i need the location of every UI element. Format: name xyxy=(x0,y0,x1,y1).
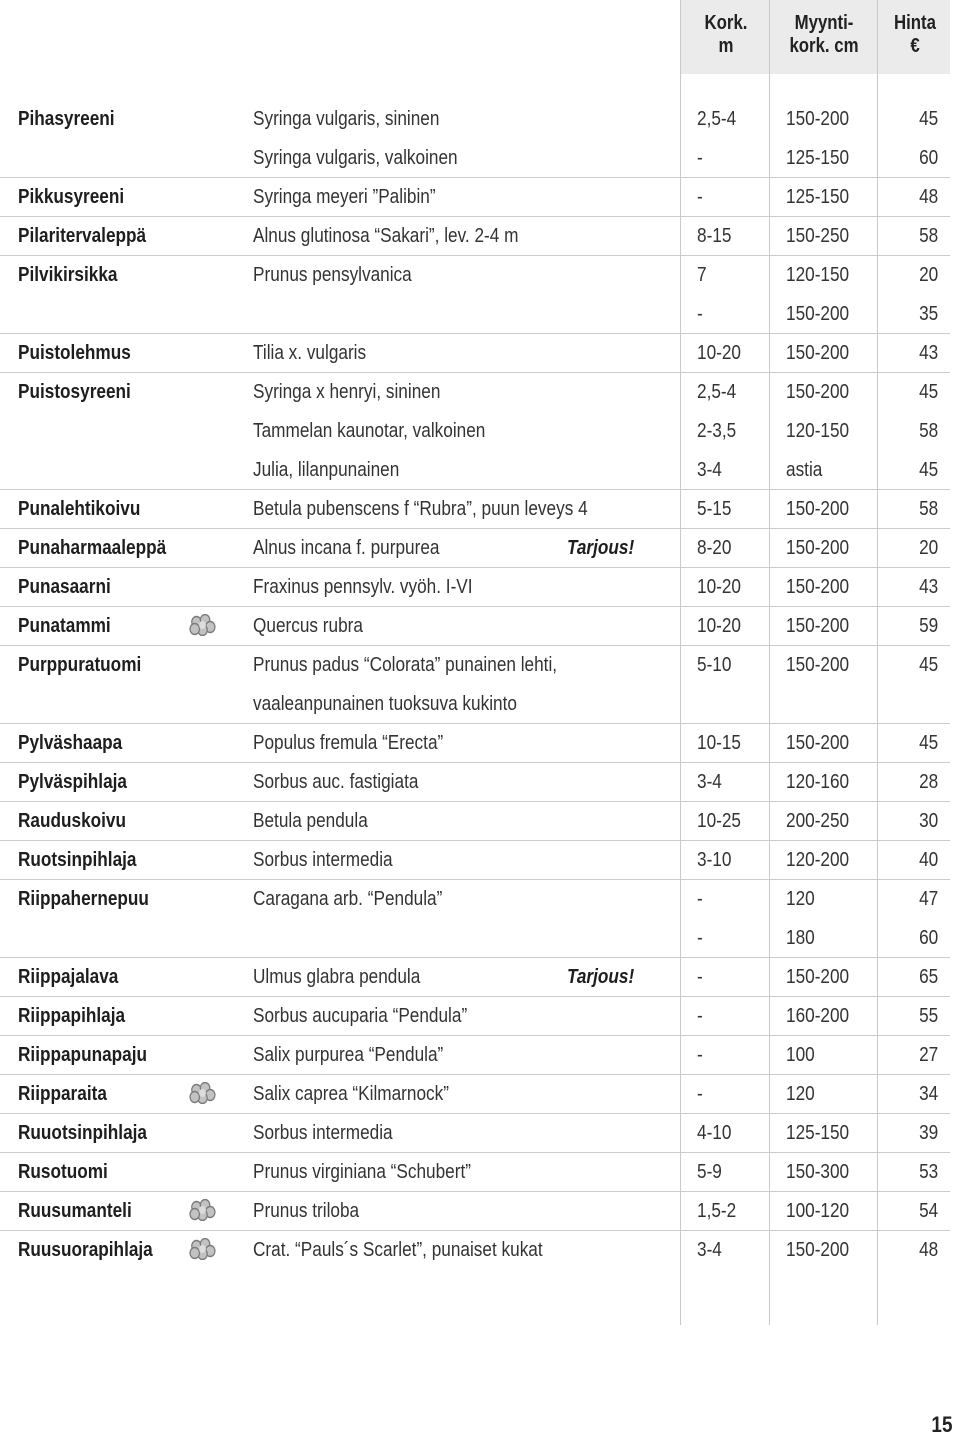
price-eur: 60 xyxy=(918,147,938,169)
sale-height-cm: 160-200 xyxy=(786,1005,850,1027)
price-eur: 45 xyxy=(918,654,938,676)
latin-name: Alnus incana f. purpurea xyxy=(253,537,440,559)
plant-name: Ruuotsinpihlaja xyxy=(18,1122,147,1144)
price-eur: 34 xyxy=(918,1083,938,1105)
plant-name: Riippapihlaja xyxy=(18,1005,126,1027)
latin-name: Prunus virginiana “Schubert” xyxy=(253,1161,471,1183)
height-m: 3-4 xyxy=(697,459,722,481)
sale-height-cm: 150-300 xyxy=(786,1161,850,1183)
sale-height-cm: 150-200 xyxy=(786,108,850,130)
price-eur: 48 xyxy=(918,1239,938,1261)
sale-height-cm: 150-200 xyxy=(786,732,850,754)
table-row xyxy=(0,997,950,1036)
height-m: - xyxy=(697,1044,703,1066)
latin-name: Sorbus aucuparia “Pendula” xyxy=(253,1005,468,1027)
sale-height-cm: 150-250 xyxy=(786,225,850,247)
header-kork-line2: m xyxy=(718,35,734,57)
plant-name: Ruusuorapihlaja xyxy=(18,1239,153,1261)
sale-height-cm: 120-200 xyxy=(786,849,850,871)
sale-height-cm: 120 xyxy=(786,1083,815,1105)
sale-height-cm: 150-200 xyxy=(786,615,850,637)
height-m: 2-3,5 xyxy=(697,420,737,442)
header-hinta xyxy=(886,12,945,58)
plant-name: Rusotuomi xyxy=(18,1161,108,1183)
table-row xyxy=(0,100,950,139)
height-m: 2,5-4 xyxy=(697,381,737,403)
plant-name: Pylväspihlaja xyxy=(18,771,128,793)
height-m: - xyxy=(697,1083,703,1105)
sale-height-cm: 100-120 xyxy=(786,1200,850,1222)
table-row xyxy=(0,1231,950,1270)
height-m: 10-20 xyxy=(697,576,741,598)
plant-name: Punatammi xyxy=(18,615,111,637)
height-m: 10-15 xyxy=(697,732,741,754)
price-eur: 54 xyxy=(918,1200,938,1222)
sale-height-cm: 100 xyxy=(786,1044,815,1066)
header-myynti xyxy=(780,12,867,58)
latin-name: Quercus rubra xyxy=(253,615,363,637)
latin-name: Prunus pensylvanica xyxy=(253,264,412,286)
price-eur: 20 xyxy=(918,264,938,286)
price-eur: 35 xyxy=(918,303,938,325)
plant-name: Punaharmaaleppä xyxy=(18,537,167,559)
height-m: - xyxy=(697,147,703,169)
sale-height-cm: 150-200 xyxy=(786,303,850,325)
offer-label: Tarjous! xyxy=(567,966,635,988)
price-eur: 39 xyxy=(918,1122,938,1144)
latin-name: vaaleanpunainen tuoksuva kukinto xyxy=(253,693,517,715)
plant-name: Pikkusyreeni xyxy=(18,186,125,208)
sale-height-cm: 150-200 xyxy=(786,966,850,988)
table-row xyxy=(0,217,950,256)
price-eur: 59 xyxy=(918,615,938,637)
latin-name: Tammelan kaunotar, valkoinen xyxy=(253,420,486,442)
sale-height-cm: 180 xyxy=(786,927,815,949)
header-hinta-line1: Hinta xyxy=(894,12,936,34)
height-m: - xyxy=(697,303,703,325)
header-kork xyxy=(691,12,762,58)
price-eur: 55 xyxy=(918,1005,938,1027)
table-row xyxy=(0,451,950,490)
price-eur: 45 xyxy=(918,381,938,403)
table-row xyxy=(0,529,950,568)
table-row xyxy=(0,1036,950,1075)
sale-height-cm: 125-150 xyxy=(786,186,850,208)
latin-name: Betula pubenscens f “Rubra”, puun leveys 4 xyxy=(253,498,588,520)
plant-name: Pilvikirsikka xyxy=(18,264,118,286)
price-eur: 27 xyxy=(918,1044,938,1066)
height-m: 5-15 xyxy=(697,498,732,520)
header-kork-line1: Kork. xyxy=(704,12,748,34)
latin-name: Salix caprea “Kilmarnock” xyxy=(253,1083,449,1105)
price-eur: 20 xyxy=(918,537,938,559)
latin-name: Syringa x henryi, sininen xyxy=(253,381,441,403)
plant-name: Pilaritervaleppä xyxy=(18,225,147,247)
flower-icon xyxy=(187,614,218,636)
price-table xyxy=(0,100,950,1270)
plant-name: Riippajalava xyxy=(18,966,119,988)
plant-name: Puistolehmus xyxy=(18,342,131,364)
latin-name: Populus fremula “Erecta” xyxy=(253,732,444,754)
sale-height-cm: 150-200 xyxy=(786,537,850,559)
price-eur: 53 xyxy=(918,1161,938,1183)
table-row xyxy=(0,178,950,217)
latin-name: Sorbus intermedia xyxy=(253,1122,393,1144)
plant-name: Ruotsinpihlaja xyxy=(18,849,137,871)
sale-height-cm: 150-200 xyxy=(786,498,850,520)
flower-icon xyxy=(187,1082,218,1104)
table-row xyxy=(0,568,950,607)
table-row xyxy=(0,412,950,451)
latin-name: Alnus glutinosa “Sakari”, lev. 2-4 m xyxy=(253,225,519,247)
plant-name: Riippahernepuu xyxy=(18,888,149,910)
table-row xyxy=(0,607,950,646)
height-m: 3-4 xyxy=(697,771,722,793)
height-m: 8-20 xyxy=(697,537,732,559)
price-eur: 45 xyxy=(918,732,938,754)
latin-name: Crat. “Pauls´s Scarlet”, punaiset kukat xyxy=(253,1239,543,1261)
table-row xyxy=(0,763,950,802)
height-m: - xyxy=(697,186,703,208)
sale-height-cm: 150-200 xyxy=(786,381,850,403)
sale-height-cm: 120-150 xyxy=(786,420,850,442)
latin-name: Syringa vulgaris, valkoinen xyxy=(253,147,458,169)
price-eur: 30 xyxy=(918,810,938,832)
table-row xyxy=(0,139,950,178)
price-eur: 58 xyxy=(918,225,938,247)
height-m: - xyxy=(697,927,703,949)
height-m: 10-20 xyxy=(697,342,741,364)
price-eur: 47 xyxy=(918,888,938,910)
flower-icon xyxy=(187,1199,218,1221)
header-myynti-line1: Myynti- xyxy=(794,12,854,34)
page-number: 15 xyxy=(930,1412,952,1437)
height-m: - xyxy=(697,1005,703,1027)
height-m: 5-9 xyxy=(697,1161,722,1183)
plant-name: Purppuratuomi xyxy=(18,654,142,676)
sale-height-cm: 120 xyxy=(786,888,815,910)
latin-name: Salix purpurea “Pendula” xyxy=(253,1044,444,1066)
latin-name: Prunus padus “Colorata” punainen lehti, xyxy=(253,654,558,676)
latin-name: Ulmus glabra pendula xyxy=(253,966,421,988)
table-row xyxy=(0,841,950,880)
table-row xyxy=(0,1075,950,1114)
offer-label: Tarjous! xyxy=(567,537,635,559)
plant-name: Puistosyreeni xyxy=(18,381,131,403)
table-row xyxy=(0,373,950,412)
table-row xyxy=(0,256,950,295)
price-eur: 28 xyxy=(918,771,938,793)
price-eur: 65 xyxy=(918,966,938,988)
height-m: 3-10 xyxy=(697,849,732,871)
price-eur: 58 xyxy=(918,498,938,520)
latin-name: Caragana arb. “Pendula” xyxy=(253,888,443,910)
price-eur: 45 xyxy=(918,459,938,481)
height-m: 8-15 xyxy=(697,225,732,247)
sale-height-cm: 125-150 xyxy=(786,1122,850,1144)
sale-height-cm: 150-200 xyxy=(786,654,850,676)
header-myynti-line2: kork. cm xyxy=(789,35,859,57)
table-row xyxy=(0,802,950,841)
price-eur: 48 xyxy=(918,186,938,208)
price-eur: 58 xyxy=(918,420,938,442)
latin-name: Syringa meyeri ”Palibin” xyxy=(253,186,436,208)
latin-name: Syringa vulgaris, sininen xyxy=(253,108,440,130)
sale-height-cm: 125-150 xyxy=(786,147,850,169)
table-row xyxy=(0,295,950,334)
sale-height-cm: 150-200 xyxy=(786,576,850,598)
header-hinta-line2: € xyxy=(910,35,920,57)
plant-name: Riippapunapaju xyxy=(18,1044,147,1066)
plant-name: Punasaarni xyxy=(18,576,111,598)
sale-height-cm: 200-250 xyxy=(786,810,850,832)
sale-height-cm: 150-200 xyxy=(786,1239,850,1261)
latin-name: Tilia x. vulgaris xyxy=(253,342,367,364)
table-row xyxy=(0,1153,950,1192)
table-row xyxy=(0,724,950,763)
plant-name: Pylväshaapa xyxy=(18,732,123,754)
table-row xyxy=(0,646,950,685)
latin-name: Betula pendula xyxy=(253,810,368,832)
height-m: 4-10 xyxy=(697,1122,732,1144)
latin-name: Julia, lilanpunainen xyxy=(253,459,400,481)
table-row xyxy=(0,958,950,997)
latin-name: Fraxinus pennsylv. vyöh. I-VI xyxy=(253,576,473,598)
plant-name: Punalehtikoivu xyxy=(18,498,141,520)
height-m: 10-25 xyxy=(697,810,741,832)
sale-height-cm: 150-200 xyxy=(786,342,850,364)
plant-name: Riipparaita xyxy=(18,1083,107,1105)
table-row xyxy=(0,1192,950,1231)
plant-name: Ruusumanteli xyxy=(18,1200,132,1222)
table-row xyxy=(0,685,950,724)
price-eur: 43 xyxy=(918,342,938,364)
sale-height-cm: 120-150 xyxy=(786,264,850,286)
price-eur: 43 xyxy=(918,576,938,598)
height-m: 2,5-4 xyxy=(697,108,737,130)
sale-height-cm: 120-160 xyxy=(786,771,850,793)
table-row xyxy=(0,490,950,529)
price-eur: 60 xyxy=(918,927,938,949)
latin-name: Sorbus intermedia xyxy=(253,849,393,871)
sale-height-cm: astia xyxy=(786,459,823,481)
flower-icon xyxy=(187,1238,218,1260)
price-eur: 40 xyxy=(918,849,938,871)
table-row xyxy=(0,919,950,958)
height-m: - xyxy=(697,888,703,910)
height-m: 1,5-2 xyxy=(697,1200,737,1222)
table-row xyxy=(0,334,950,373)
latin-name: Prunus triloba xyxy=(253,1200,360,1222)
table-row xyxy=(0,880,950,919)
price-eur: 45 xyxy=(918,108,938,130)
height-m: 5-10 xyxy=(697,654,732,676)
plant-name: Rauduskoivu xyxy=(18,810,126,832)
height-m: - xyxy=(697,966,703,988)
height-m: 10-20 xyxy=(697,615,741,637)
latin-name: Sorbus auc. fastigiata xyxy=(253,771,419,793)
table-row xyxy=(0,1114,950,1153)
height-m: 3-4 xyxy=(697,1239,722,1261)
height-m: 7 xyxy=(697,264,707,286)
plant-name: Pihasyreeni xyxy=(18,108,115,130)
